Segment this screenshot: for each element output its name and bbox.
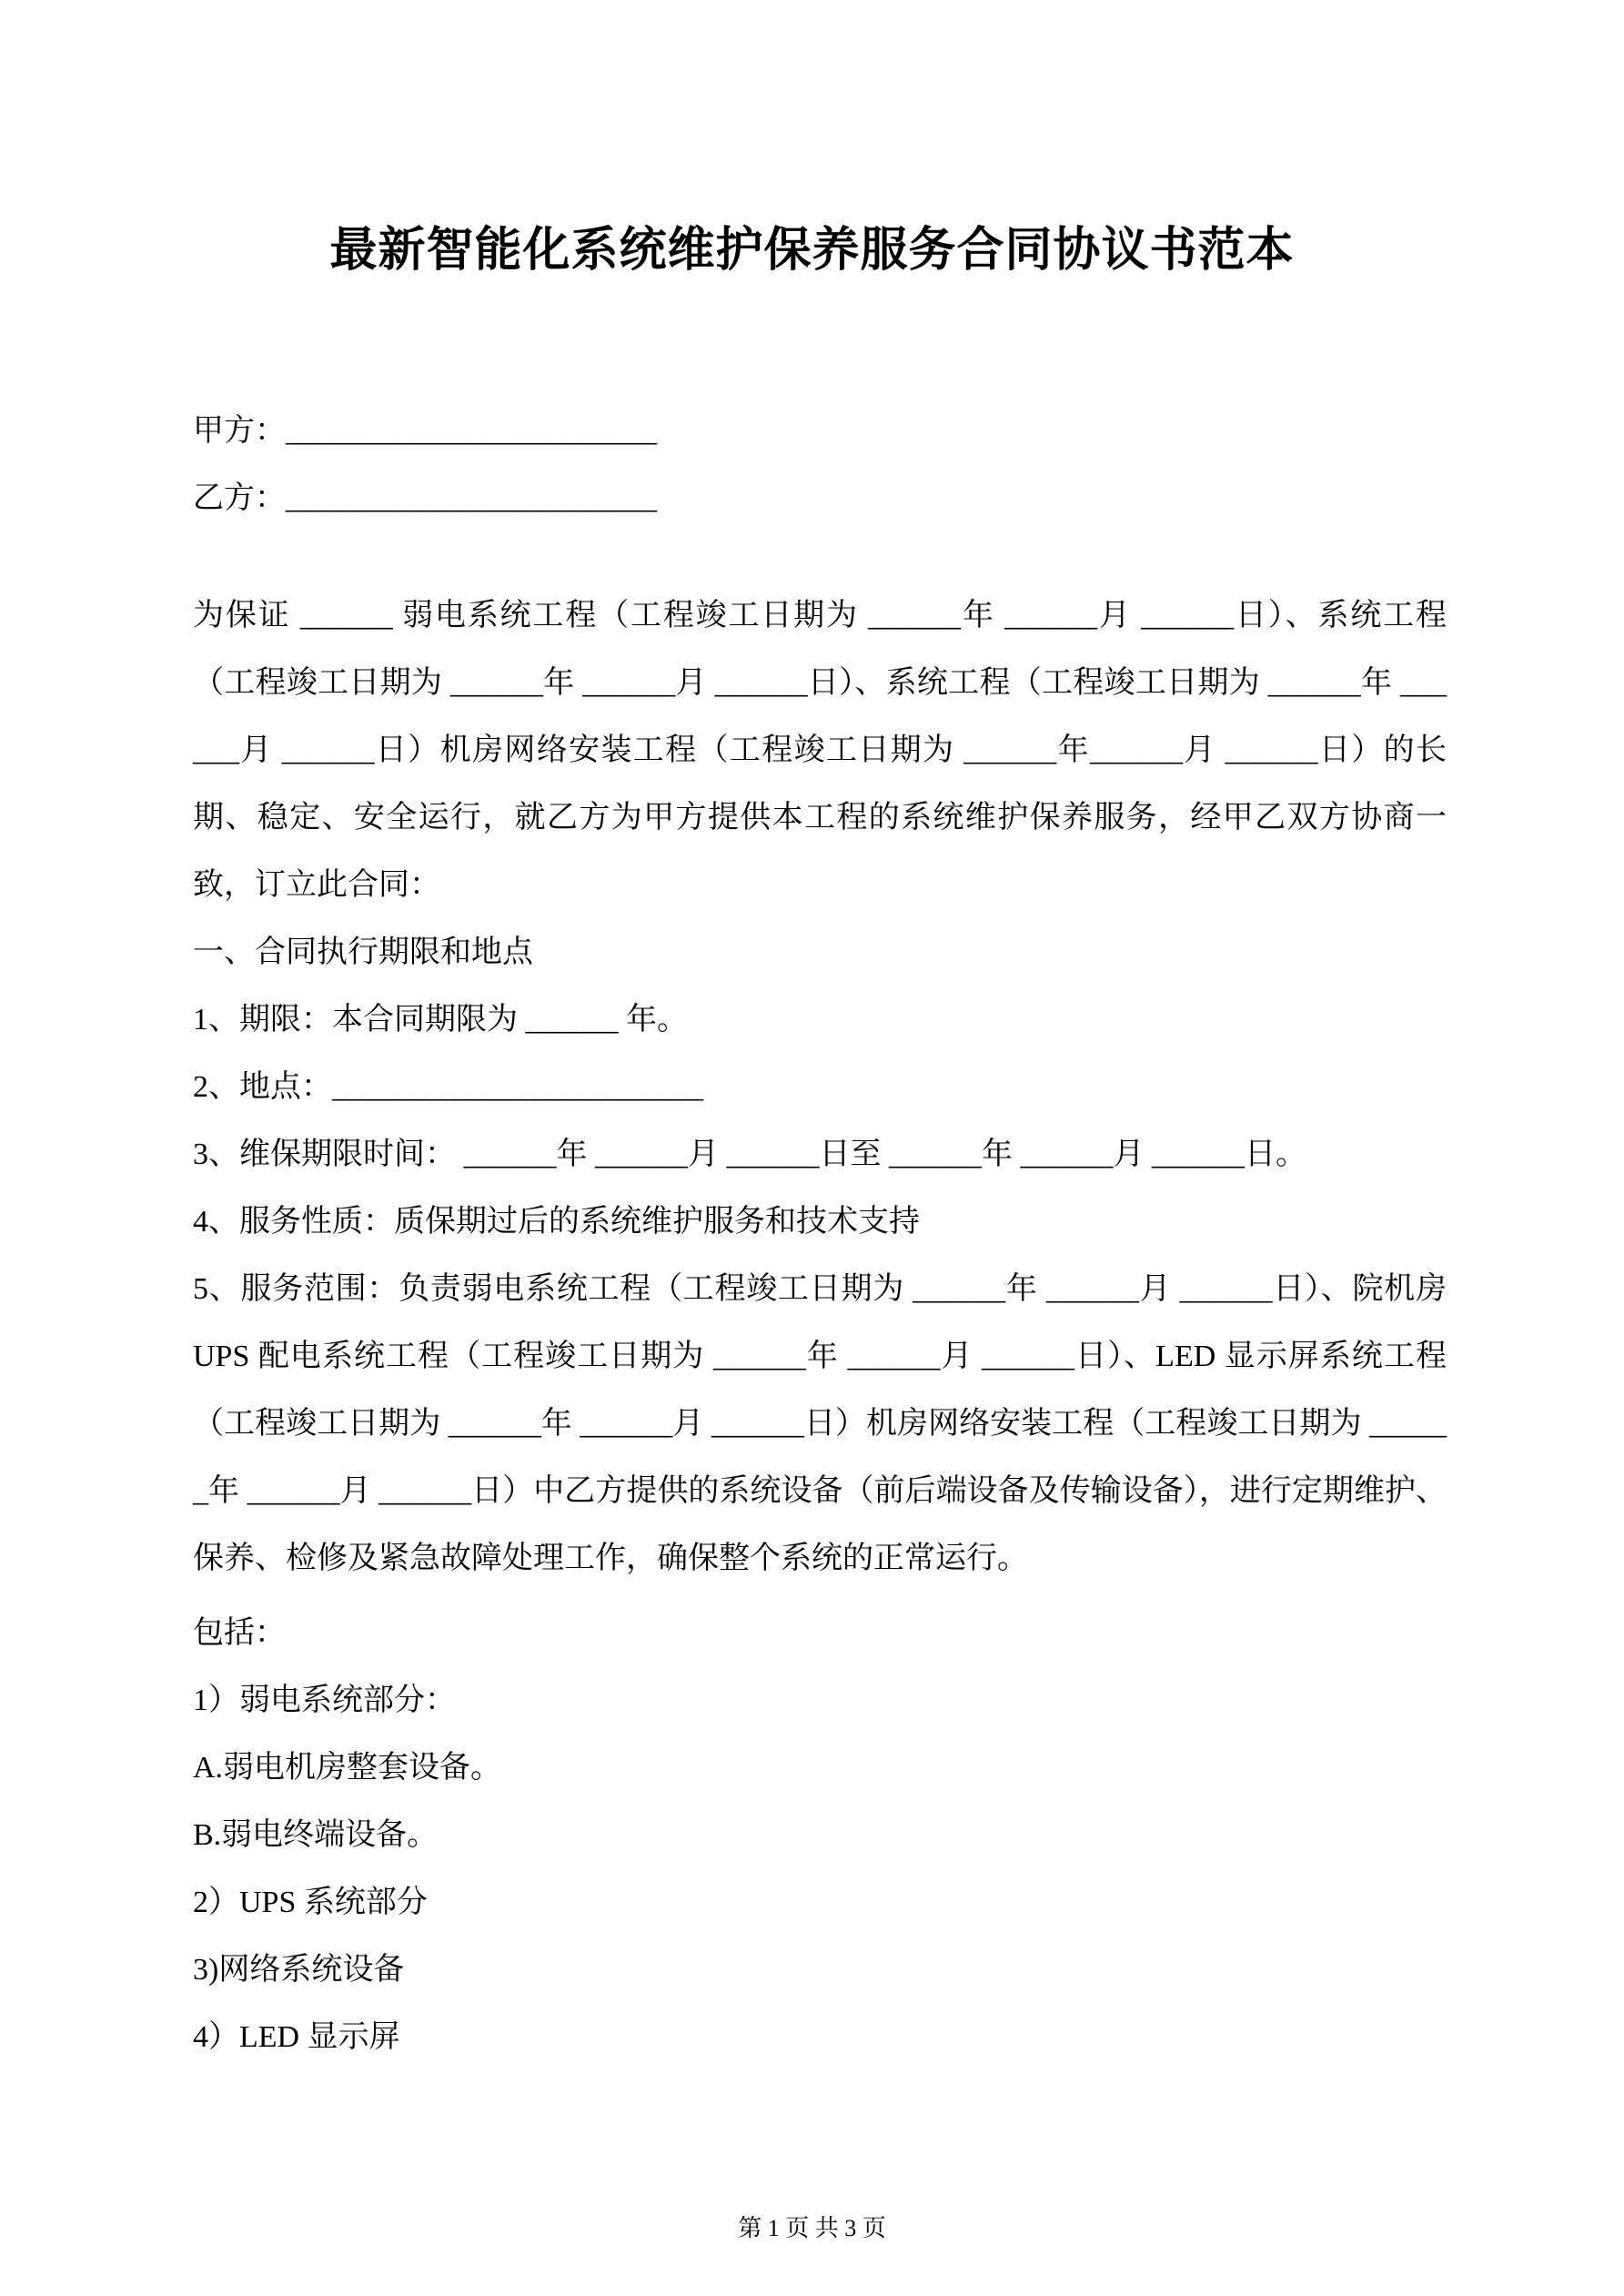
party-a-line <box>193 398 1447 465</box>
document-title: 最新智能化系统维护保养服务合同协议书范本 <box>329 224 1295 277</box>
party-b-line <box>193 465 1447 532</box>
page-footer <box>0 2210 1624 2243</box>
paragraph-item-weak-current-b: B.弱电终端设备。 <box>193 1818 439 1852</box>
paragraph-includes-label: 包括： <box>193 1616 286 1650</box>
paragraph-item-led: 4）LED 显示屏 <box>193 2020 400 2054</box>
paragraph-item-network: 3)网络系统设备 <box>193 1953 405 1987</box>
paragraph-location: 2、地点：________________________ <box>193 1070 703 1104</box>
paragraph-maintenance-period: 3、维保期限时间： ______年 ______月 ______日至 ______年 ______月 ______日。 <box>193 1138 1306 1171</box>
paragraph-preamble: 为保证 ______ 弱电系统工程（工程竣工日期为 ______年 ______月 ______日）、系统工程（工程竣工日期为 ______年 ______月 ______日）、系统工程（工程竣工日期为 ______年 ______月 ______日）机房网络安装工程（工程竣工日期为 ______年______月 ______日）的长期、稳定、安全运行，就乙方为甲方提供本工程的系统维护保养服务，经甲乙双方协商一致，订立此合同： <box>193 599 1447 902</box>
contract-body <box>193 582 1447 2071</box>
party-a-blank: ________________________ <box>286 414 657 448</box>
party-b-blank: ________________________ <box>286 481 657 515</box>
page-number-text: 第 1 页 共 3 页 <box>738 2215 886 2241</box>
paragraph-item-weak-current: 1）弱电系统部分： <box>193 1684 456 1717</box>
paragraph-section-1-heading: 一、合同执行期限和地点 <box>193 936 533 969</box>
party-a-label: 甲方： <box>193 414 286 448</box>
paragraph-item-weak-current-a: A.弱电机房整套设备。 <box>193 1751 502 1785</box>
paragraph-service-scope: 5、服务范围：负责弱电系统工程（工程竣工日期为 ______年 ______月 ______日）、院机房 UPS 配电系统工程（工程竣工日期为 ______年 ______月 ______日）、LED 显示屏系统工程（工程竣工日期为 ______年 ______月 ______日）机房网络安装工程（工程竣工日期为 ______年 ______月 ______日）中乙方提供的系统设备（前后端设备及传输设备），进行定期维护、保养、检修及紧急故障处理工作，确保整个系统的正常运行。 <box>193 1272 1447 1575</box>
parties-section <box>193 398 1447 532</box>
paragraph-term: 1、期限：本合同期限为 ______ 年。 <box>193 1003 688 1037</box>
party-b-label: 乙方： <box>193 481 286 515</box>
paragraph-item-ups: 2）UPS 系统部分 <box>193 1886 428 1919</box>
paragraph-service-nature: 4、服务性质：质保期过后的系统维护服务和技术支持 <box>193 1205 920 1239</box>
